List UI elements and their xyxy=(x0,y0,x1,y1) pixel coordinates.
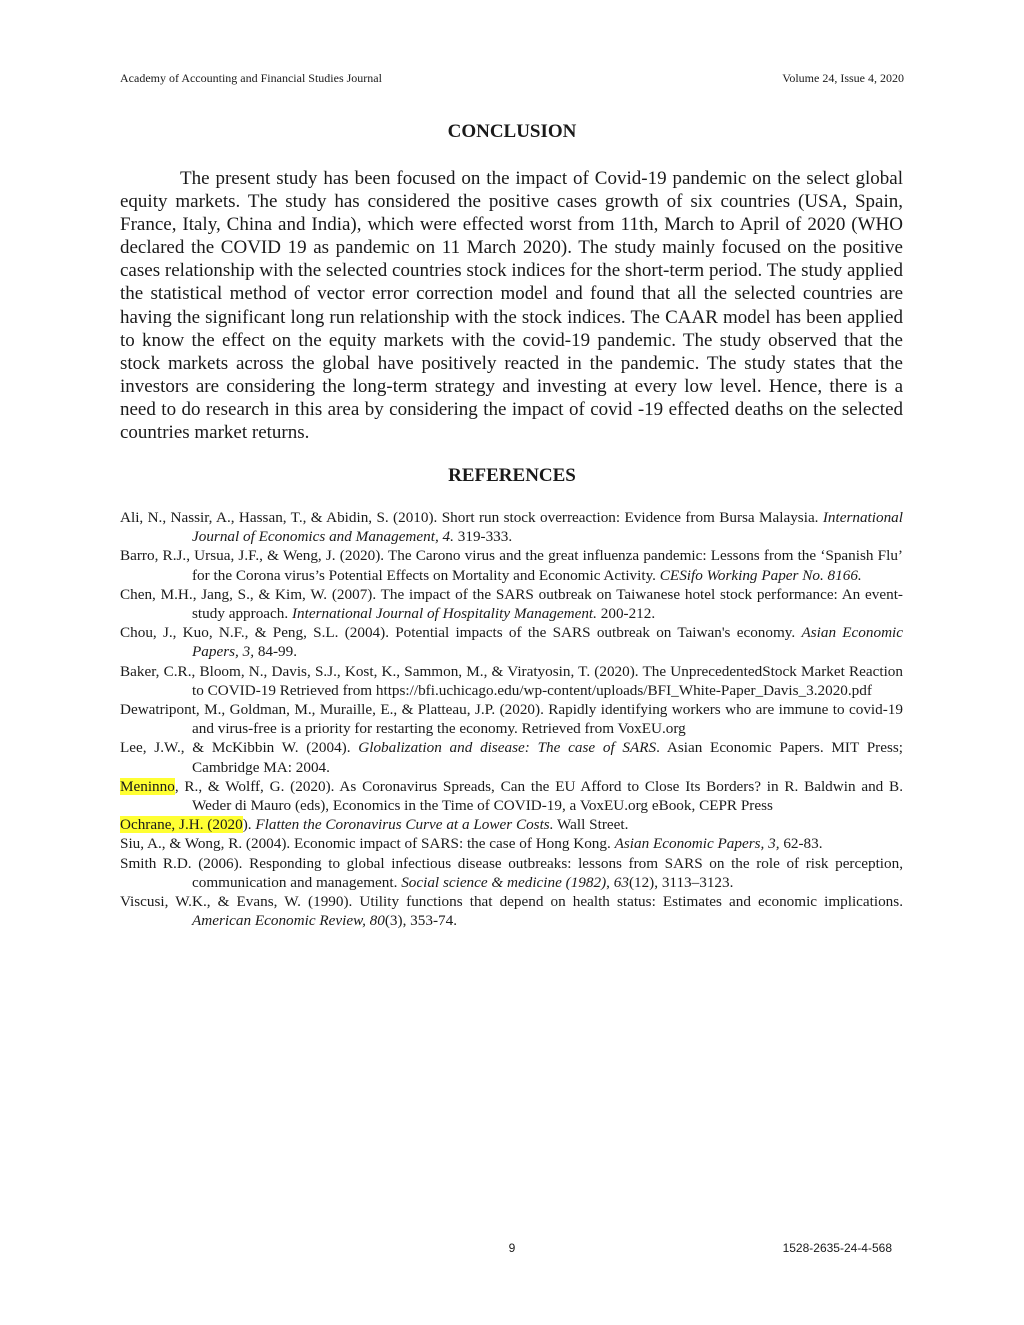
reference-text: (3), 353-74. xyxy=(384,912,458,930)
reference-text: Baker, C.R., Bloom, N., Davis, S.J., Kost, K., Sammon, M., & Viratyosin, T. (2020). The UnprecedentedStock Market Reaction to COVID-19 Retrieved from https://bfi.uchicago.edu/wp-content/uploads/BFI_White-Paper_Davis_3.2020.pdf xyxy=(120,662,903,699)
reference-text: Viscusi, W.K., & Evans, W. (1990). Utility functions that depend on health status: Estimates and economic implications. xyxy=(120,893,903,911)
reference-text: Wall Street. xyxy=(553,816,629,834)
reference-text: 319-333. xyxy=(453,528,513,546)
reference-item xyxy=(120,777,903,815)
conclusion-paragraph xyxy=(120,167,903,444)
reference-text: Siu, A., & Wong, R. (2004). Economic impact of SARS: the case of Hong Kong. xyxy=(120,835,615,853)
volume-issue: Volume 24, Issue 4, 2020 xyxy=(782,71,904,85)
article-id: 1528-2635-24-4-568 xyxy=(782,1241,892,1255)
reference-source: American Economic Review, 80 xyxy=(192,912,385,930)
reference-source: International Journal of Economics and Management, 4. xyxy=(192,509,903,546)
reference-text: 84-99. xyxy=(254,643,298,661)
reference-list xyxy=(120,508,903,930)
reference-item xyxy=(120,854,903,892)
reference-item xyxy=(120,700,903,738)
reference-item xyxy=(120,623,903,661)
reference-text: Chou, J., Kuo, N.F., & Peng, S.L. (2004). Potential impacts of the SARS outbreak on Taiwan's economy. xyxy=(120,624,802,642)
reference-item xyxy=(120,585,903,623)
reference-text: , xyxy=(606,873,614,891)
references-heading: REFERENCES xyxy=(448,465,576,486)
reference-text: 200-212. xyxy=(596,605,656,623)
reference-text: ). xyxy=(242,816,256,834)
conclusion-text: The present study has been focused on the impact of Covid-19 pandemic on the select global equity markets. The study has considered the positive cases growth of six countries (USA, Spain, France, Italy, China and India), which were effected worst from 11th, March to April of 2020 (WHO declared the COVID 19 as pandemic on 11 March 2020). The study mainly focused on the positive cases relationship with the selected countries stock indices for the short-term period. The study applied the statistical method of vector error correction model and found that all the selected countries are having the significant long run relationship with the stock indices. The CAAR model has been applied to know the effect on the equity markets with the covid-19 pandemic. The study observed that the stock markets across the global have positively reacted in the pandemic. The study states that the investors are considering the long-term strategy and investing at every low level. Hence, there is a need to do research in this area by considering the impact of covid -19 effected deaths on the selected countries market returns. xyxy=(120,168,903,444)
reference-text: Smith R.D. (2006). Responding to global infectious disease outbreaks: lessons from SARS on the role of risk perception, communication and management. xyxy=(120,854,903,891)
reference-item xyxy=(120,662,903,700)
reference-text: (12), 3113–3123. xyxy=(628,873,734,891)
reference-source: 63 xyxy=(613,873,629,891)
reference-source: Asian Economic Papers, 3, xyxy=(192,624,903,661)
journal-title: Academy of Accounting and Financial Studies Journal xyxy=(120,71,382,85)
conclusion-heading: CONCLUSION xyxy=(447,121,577,142)
reference-text: Ali, N., Nassir, A., Hassan, T., & Abidin, S. (2010). Short run stock overreaction: Evidence from Bursa Malaysia. xyxy=(120,509,823,526)
reference-source: International Journal of Hospitality Management. xyxy=(291,605,597,623)
page-number: 9 xyxy=(508,1241,516,1255)
reference-text: Barro, R.J., Ursua, J.F., & Weng, J. (2020). The Carono virus and the great influenza pandemic: Lessons from the ‘Spanish Flu’ for the Corona virus’s Potential Effects on Mortality and Economic Activity. xyxy=(120,547,903,584)
reference-source: Social science & medicine (1982) xyxy=(401,873,607,891)
reference-source: Flatten the Coronavirus Curve at a Lower Costs. xyxy=(255,816,554,834)
page-footer xyxy=(120,1241,904,1257)
reference-source: Globalization and disease: The case of SARS xyxy=(358,739,657,757)
reference-text: . Asian Economic Papers. MIT Press; Cambridge MA: 2004. xyxy=(192,739,903,776)
reference-item xyxy=(120,738,903,776)
highlighted-text: Meninno xyxy=(120,777,175,795)
reference-text: Dewatripont, M., Goldman, M., Muraille, E., & Platteau, J.P. (2020). Rapidly identifying workers who are immune to covid-19 and virus-free is a priority for restarting the economy. Retrieved from VoxEU.org xyxy=(120,701,903,738)
reference-source: Asian Economic Papers, 3, xyxy=(614,835,780,853)
reference-item xyxy=(120,815,903,834)
reference-item xyxy=(120,508,903,546)
reference-item xyxy=(120,546,903,584)
highlighted-text: Ochrane, J.H. (2020 xyxy=(120,816,243,834)
reference-source: CESifo Working Paper No. 8166. xyxy=(659,566,862,584)
page-header xyxy=(120,71,904,87)
reference-text: Chen, M.H., Jang, S., & Kim, W. (2007). The impact of the SARS outbreak on Taiwanese hotel stock performance: An event-study approach. xyxy=(120,585,903,623)
reference-text: Lee, J.W., & McKibbin W. (2004). xyxy=(120,739,359,757)
reference-item xyxy=(120,892,903,930)
reference-text: , R., & Wolff, G. (2020). As Coronavirus Spreads, Can the EU Afford to Close Its Borders? in R. Baldwin and B. Weder di Mauro (eds), Economics in the Time of COVID-19, a VoxEU.org eBook, CEPR Press xyxy=(174,777,903,815)
reference-text: 62-83. xyxy=(779,835,823,853)
reference-item xyxy=(120,834,903,853)
